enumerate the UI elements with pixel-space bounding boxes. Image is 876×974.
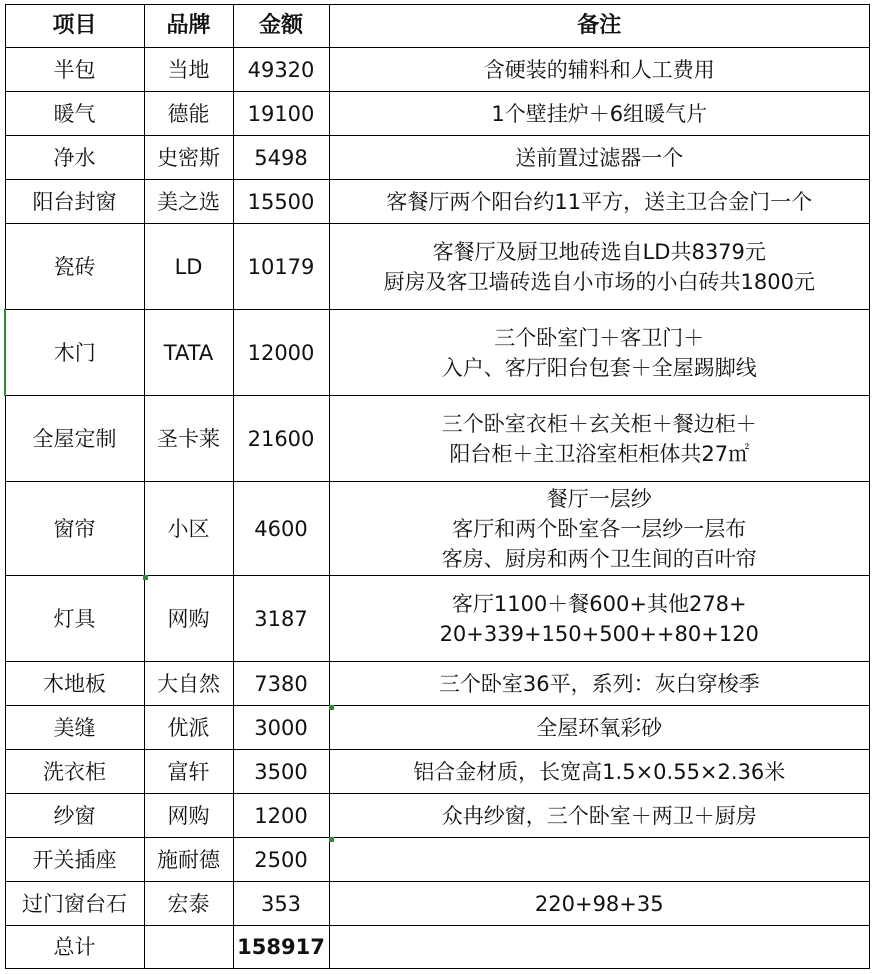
note-line: 三个卧室衣柜＋玄关柜＋餐边柜＋ <box>441 411 757 436</box>
cell-note[interactable] <box>329 48 870 92</box>
cell-note[interactable] <box>329 706 870 750</box>
cell-amount[interactable]: 49320 <box>233 48 329 92</box>
total-row <box>5 926 870 969</box>
cell-note[interactable] <box>329 136 870 180</box>
cell-item[interactable]: 半包 <box>5 48 144 92</box>
cell-amount[interactable]: 4600 <box>233 482 329 576</box>
note-line: 全屋环氧彩砂 <box>536 715 663 740</box>
cell-note[interactable] <box>329 482 870 576</box>
cell-note[interactable] <box>329 576 870 662</box>
cell-note[interactable] <box>329 882 870 926</box>
note-line: 20+339+150+500++80+120 <box>439 621 759 646</box>
total-amount[interactable]: 158917 <box>233 926 329 969</box>
note-line: 含硬装的辅料和人工费用 <box>483 57 715 82</box>
header-brand[interactable]: 品牌 <box>144 5 233 48</box>
header-amount[interactable]: 金额 <box>233 5 329 48</box>
note-line: 众冉纱窗，三个卧室＋两卫＋厨房 <box>441 803 757 828</box>
cell-brand[interactable]: TATA <box>144 310 233 396</box>
note-line: 1个壁挂炉＋6组暖气片 <box>491 101 708 126</box>
cell-note[interactable] <box>329 838 870 882</box>
table-row <box>5 662 870 706</box>
cell-note[interactable] <box>329 794 870 838</box>
note-line: 入户、客厅阳台包套＋全屋踢脚线 <box>441 355 757 380</box>
cell-amount[interactable]: 3000 <box>233 706 329 750</box>
cell-marker <box>143 575 148 580</box>
cell-amount[interactable]: 15500 <box>233 180 329 224</box>
cell-item[interactable]: 全屋定制 <box>5 396 144 482</box>
cell-brand[interactable]: 小区 <box>144 482 233 576</box>
table-row <box>5 838 870 882</box>
cell-note[interactable] <box>329 662 870 706</box>
table-row <box>5 750 870 794</box>
table-row <box>5 180 870 224</box>
cell-note[interactable] <box>329 180 870 224</box>
cell-brand[interactable]: 圣卡莱 <box>144 396 233 482</box>
cell-brand[interactable]: 优派 <box>144 706 233 750</box>
cell-note[interactable] <box>329 224 870 310</box>
cell-item[interactable]: 洗衣柜 <box>5 750 144 794</box>
cell-amount[interactable]: 3187 <box>233 576 329 662</box>
note-line: 客餐厅及厨卫地砖选自LD共8379元 <box>432 239 766 264</box>
cell-marker <box>329 705 334 710</box>
total-label[interactable]: 总计 <box>5 926 144 969</box>
table-row <box>5 882 870 926</box>
cell-brand[interactable]: 史密斯 <box>144 136 233 180</box>
cell-note[interactable] <box>329 92 870 136</box>
cell-brand[interactable]: 德能 <box>144 92 233 136</box>
cell-amount[interactable]: 5498 <box>233 136 329 180</box>
note-line: 客餐厅两个阳台约11平方，送主卫合金门一个 <box>386 189 813 214</box>
cell-brand[interactable]: 宏泰 <box>144 882 233 926</box>
cell-item[interactable]: 阳台封窗 <box>5 180 144 224</box>
cell-brand[interactable]: LD <box>144 224 233 310</box>
note-line: 餐厅一层纱 <box>546 486 652 511</box>
header-note[interactable]: 备注 <box>329 5 870 48</box>
cell-item[interactable]: 木门 <box>5 310 144 396</box>
cell-amount[interactable]: 10179 <box>233 224 329 310</box>
cell-item[interactable]: 暖气 <box>5 92 144 136</box>
note-line: 220+98+35 <box>534 891 664 916</box>
note-line: 三个卧室门＋客卫门＋ <box>494 325 705 350</box>
cell-brand[interactable]: 网购 <box>144 794 233 838</box>
cell-item[interactable]: 窗帘 <box>5 482 144 576</box>
table-row <box>5 224 870 310</box>
cell-item[interactable]: 瓷砖 <box>5 224 144 310</box>
cell-amount[interactable]: 353 <box>233 882 329 926</box>
table-body <box>5 48 870 926</box>
cell-note[interactable] <box>329 750 870 794</box>
cell-amount[interactable]: 2500 <box>233 838 329 882</box>
cell-amount[interactable]: 19100 <box>233 92 329 136</box>
cell-brand[interactable]: 大自然 <box>144 662 233 706</box>
cell-item[interactable]: 净水 <box>5 136 144 180</box>
cell-amount[interactable]: 7380 <box>233 662 329 706</box>
cell-brand[interactable]: 富轩 <box>144 750 233 794</box>
table-row <box>5 48 870 92</box>
table-row <box>5 576 870 662</box>
note-line: 送前置过滤器一个 <box>515 145 684 170</box>
renovation-cost-table <box>4 4 870 969</box>
cell-brand[interactable]: 美之选 <box>144 180 233 224</box>
table-row <box>5 396 870 482</box>
cell-amount[interactable]: 1200 <box>233 794 329 838</box>
table-row <box>5 92 870 136</box>
cell-item[interactable]: 纱窗 <box>5 794 144 838</box>
cell-item[interactable]: 过门窗台石 <box>5 882 144 926</box>
cell-amount[interactable]: 21600 <box>233 396 329 482</box>
cell-brand[interactable]: 网购 <box>144 576 233 662</box>
note-line: 客厅和两个卧室各一层纱一层布 <box>452 516 747 541</box>
table-row <box>5 310 870 396</box>
table-row <box>5 482 870 576</box>
table-row <box>5 706 870 750</box>
table-row <box>5 794 870 838</box>
cell-brand[interactable]: 当地 <box>144 48 233 92</box>
header-item[interactable]: 项目 <box>5 5 144 48</box>
note-line: 铝合金材质，长宽高1.5×0.55×2.36米 <box>413 759 786 784</box>
note-line: 阳台柜＋主卫浴室柜柜体共27㎡ <box>449 441 750 466</box>
cell-amount[interactable]: 12000 <box>233 310 329 396</box>
cell-note[interactable] <box>329 396 870 482</box>
table-row <box>5 136 870 180</box>
cell-amount[interactable]: 3500 <box>233 750 329 794</box>
cell-note[interactable] <box>329 310 870 396</box>
cell-item[interactable]: 木地板 <box>5 662 144 706</box>
total-note[interactable] <box>329 926 870 969</box>
cell-item[interactable]: 开关插座 <box>5 838 144 882</box>
note-line: 三个卧室36平，系列：灰白穿梭季 <box>438 671 760 696</box>
total-brand[interactable] <box>144 926 233 969</box>
cell-brand[interactable]: 施耐德 <box>144 838 233 882</box>
header-row <box>5 5 870 48</box>
cell-item[interactable]: 灯具 <box>5 576 144 662</box>
note-line: 客厅1100＋餐600+其他278+ <box>451 591 747 616</box>
cell-item[interactable]: 美缝 <box>5 706 144 750</box>
cell-marker <box>329 837 334 842</box>
note-line: 厨房及客卫墙砖选自小市场的小白砖共1800元 <box>383 269 815 294</box>
note-line: 客房、厨房和两个卫生间的百叶帘 <box>441 546 757 571</box>
